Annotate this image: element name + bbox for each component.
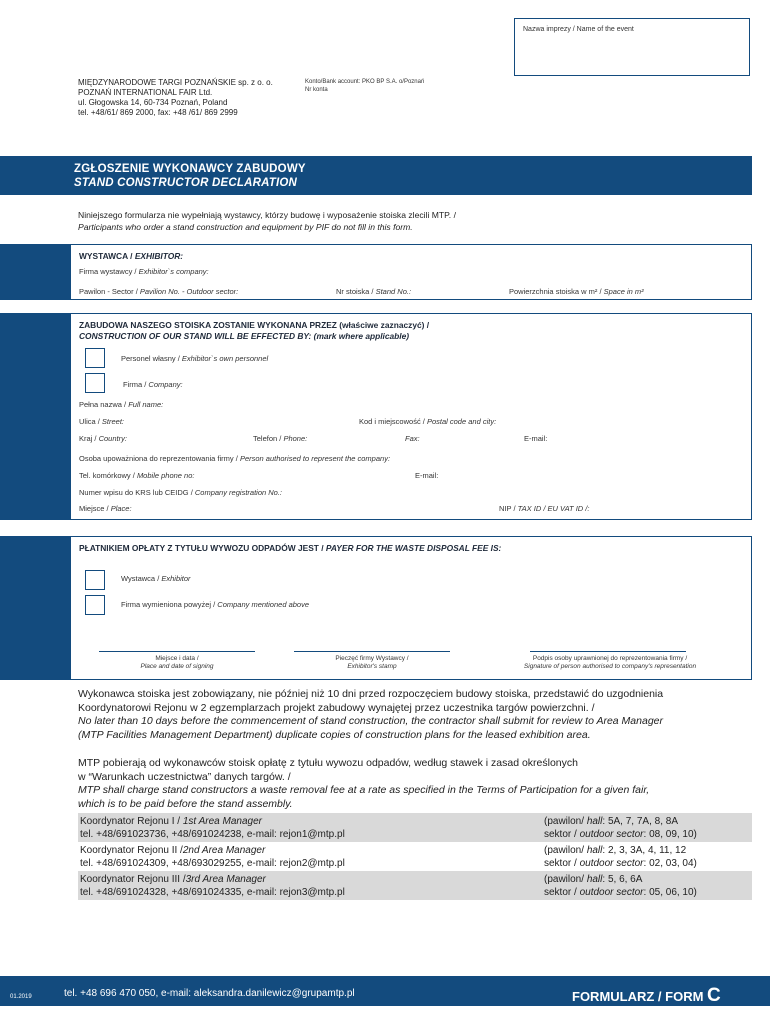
area-label-en: hall: [586, 845, 603, 856]
notice-pl: Niniejszego formularza nie wypełniają wystawcy, którzy budowę i wyposażenie stoiska zlecili MTP. /: [78, 210, 456, 220]
authorised-signature-line[interactable]: [530, 651, 686, 652]
krs-number-field[interactable]: [79, 488, 282, 497]
heading-pl: WYSTAWCA /: [79, 251, 135, 261]
field-label-en: Person authorised to represent the company:: [239, 454, 391, 463]
section-side-bar: [0, 313, 70, 520]
coordinator-name: Koordynator Rejonu I /: [80, 816, 183, 827]
area-label-en: outdoor sector: [579, 858, 644, 869]
caption-pl: Pieczęć firmy Wystawcy /: [335, 655, 409, 662]
field-label: Powierzchnia stoiska w m² /: [509, 287, 604, 296]
heading-pl: PŁATNIKIEM OPŁATY Z TYTUŁU WYWOZU ODPADÓW JEST /: [79, 543, 326, 553]
country-field[interactable]: [79, 434, 127, 443]
heading-en: PAYER FOR THE WASTE DISPOSAL FEE IS:: [325, 543, 502, 553]
area-label-en: hall: [586, 874, 603, 885]
field-label: Pełna nazwa /: [79, 400, 129, 409]
exhibitor-company-field[interactable]: [79, 267, 209, 276]
paragraph-line: w “Warunkach uczestnictwa” danych targów. /: [78, 770, 291, 783]
option-label: Personel własny /: [121, 354, 182, 363]
coordinator-name-en: 2nd Area Manager: [182, 845, 266, 856]
organizer-address: [78, 78, 273, 118]
field-label-en: Phone:: [283, 434, 308, 443]
area-value: : 2, 3, 3A, 4, 11, 12: [602, 845, 687, 856]
phone-field[interactable]: [253, 434, 307, 443]
coordinator-name: Koordynator Rejonu III /: [80, 874, 186, 885]
paragraph-line: Koordynatorowi Rejonu w 2 egzemplarzach projekt zabudowy wynajętej przez uczestnika targów powierzchni. /: [78, 701, 595, 714]
option-label-en: Exhibitor: [161, 574, 191, 583]
stand-number-field[interactable]: [336, 287, 411, 296]
exhibitor-heading: [79, 251, 183, 262]
section-side-bar: [0, 536, 70, 680]
stand-area-field[interactable]: [509, 287, 644, 296]
company-payer-checkbox[interactable]: [85, 595, 105, 615]
footer-date: 01.2019: [10, 994, 32, 1000]
notice-en: Participants who order a stand construction and equipment by PIF do not fill in this form.: [78, 222, 413, 232]
own-personnel-label: [121, 354, 268, 363]
signature-caption: [294, 655, 450, 671]
page-title: [74, 162, 306, 190]
option-label: Wystawca /: [121, 574, 162, 583]
coordinator-name-en: 3rd Area Manager: [185, 874, 266, 885]
paragraph-line-en: which is to be paid before the stand assembly.: [78, 797, 293, 810]
area-label: (pawilon/: [544, 845, 587, 856]
option-label-en: Company:: [148, 380, 183, 389]
field-label: Tel. komórkowy /: [79, 471, 137, 480]
paragraph-line-en: MTP shall charge stand constructors a waste removal fee at a rate as specified in the Terms of Participation for a given fair,: [78, 784, 650, 796]
field-label: Numer wpisu do KRS lub CEIDG /: [79, 488, 195, 497]
area-label: sektor /: [544, 829, 580, 840]
field-label: Firma wystawcy /: [79, 267, 139, 276]
place-date-signature-line[interactable]: [99, 651, 255, 652]
authorised-person-field[interactable]: [79, 454, 390, 463]
exhibitor-payer-checkbox[interactable]: [85, 570, 105, 590]
bank-line: Nr konta: [305, 87, 328, 93]
field-label-en: Company registration No.:: [194, 488, 282, 497]
field-label-en: Full name:: [128, 400, 164, 409]
coordinator-row: [78, 871, 752, 900]
signature-caption: [500, 655, 720, 671]
field-label-en: Exhibitor`s company:: [138, 267, 209, 276]
title-pl: ZGŁOSZENIE WYKONAWCY ZABUDOWY: [74, 163, 306, 175]
field-label: Nr stoiska /: [336, 287, 376, 296]
footer-bar: [0, 976, 770, 1006]
paragraph-line-en: No later than 10 days before the commencement of stand construction, the contractor shall submit for review to Area Manager: [78, 715, 663, 727]
nip-field[interactable]: [499, 504, 589, 513]
authorised-email-field[interactable]: [415, 471, 438, 480]
coordinator-info: [80, 873, 345, 899]
fax-field[interactable]: [405, 434, 420, 443]
area-value: : 5, 6, 6A: [602, 874, 643, 885]
field-label: E-mail:: [524, 434, 548, 443]
area-coordinators: [78, 813, 752, 900]
coordinator-area: [544, 873, 697, 899]
section-side-bar: [0, 244, 70, 300]
deadline-paragraph: [78, 688, 738, 742]
area-label-en: outdoor sector: [579, 829, 644, 840]
heading-en: CONSTRUCTION OF OUR STAND WILL BE EFFECTED BY: (mark where applicable): [79, 331, 410, 341]
field-label: Ulica /: [79, 417, 102, 426]
area-label: (pawilon/: [544, 816, 587, 827]
exhibitor-section: [70, 244, 752, 300]
coordinator-area: [544, 844, 697, 870]
email-field[interactable]: [524, 434, 547, 443]
field-label: Miejsce /: [79, 504, 111, 513]
field-label: Pawilon - Sector /: [79, 287, 140, 296]
coordinator-info: [80, 844, 345, 870]
postal-city-field[interactable]: [359, 417, 496, 426]
area-label-en: outdoor sector: [579, 887, 644, 898]
field-label-en: Fax:: [405, 434, 420, 443]
paragraph-line: MTP pobierają od wykonawców stoisk opłatę z tytułu wywozu odpadów, według stawek i zasad określonych: [78, 757, 578, 769]
field-label: Osoba upoważniona do reprezentowania firmy /: [79, 454, 240, 463]
exhibitor-payer-label: [121, 574, 191, 583]
title-banner: [0, 156, 752, 195]
coordinator-row: [78, 813, 752, 842]
form-letter: C: [707, 985, 721, 1006]
area-label: (pawilon/: [544, 874, 587, 885]
field-label-en: Mobile phone no:: [136, 471, 195, 480]
area-label: sektor /: [544, 887, 580, 898]
form-label: FORMULARZ / FORM: [572, 989, 708, 1004]
option-label-en: Exhibitor`s own personnel: [181, 354, 269, 363]
own-personnel-checkbox[interactable]: [85, 348, 105, 368]
coordinator-contact: tel. +48/691024328, +48/691024335, e-mail: rejon3@mtp.pl: [80, 887, 345, 898]
organizer-line: ul. Głogowska 14, 60-734 Poznań, Poland: [78, 98, 228, 107]
caption-en: Exhibitor's stamp: [347, 663, 397, 670]
title-en: STAND CONSTRUCTOR DECLARATION: [74, 177, 298, 189]
construction-section: [70, 313, 752, 520]
heading-pl: ZABUDOWA NASZEGO STOISKA ZOSTANIE WYKONANA PRZEZ (właściwe zaznaczyć) /: [79, 320, 430, 330]
area-value: : 02, 03, 04): [643, 858, 697, 869]
field-label: E-mail:: [415, 471, 439, 480]
bank-account: [305, 78, 424, 94]
footer-contact: tel. +48 696 470 050, e-mail: aleksandra.danilewicz@grupamtp.pl: [64, 988, 355, 999]
waste-fee-paragraph: [78, 757, 738, 811]
coordinator-contact: tel. +48/691023736, +48/691024238, e-mail: rejon1@mtp.pl: [80, 829, 345, 840]
field-label: Telefon /: [253, 434, 284, 443]
waste-heading: [79, 543, 501, 554]
field-label-en: Postal code and city:: [426, 417, 497, 426]
company-checkbox[interactable]: [85, 373, 105, 393]
caption-pl: Podpis osoby uprawnionej do reprezentowania firmy /: [532, 655, 688, 662]
option-label-en: Company mentioned above: [217, 600, 310, 609]
coordinator-info: [80, 815, 345, 841]
company-payer-label: [121, 600, 309, 609]
organizer-line: tel. +48/61/ 869 2000, fax: +48 /61/ 869 2999: [78, 108, 238, 117]
field-label-en: Street:: [101, 417, 125, 426]
paragraph-line-en: (MTP Facilities Management Department) duplicate copies of construction plans for the leased exhibition area.: [78, 728, 591, 741]
field-label-en: Place:: [110, 504, 132, 513]
organizer-line: MIĘDZYNARODOWE TARGI POZNAŃSKIE sp. z o. o.: [78, 78, 273, 87]
field-label: NIP /: [499, 504, 518, 513]
coordinator-contact: tel. +48/691024309, +48/693029255, e-mail: rejon2@mtp.pl: [80, 858, 345, 869]
company-label: [123, 380, 183, 389]
area-label-en: hall: [586, 816, 603, 827]
form-id: [572, 985, 721, 1007]
area-value: : 05, 06, 10): [643, 887, 697, 898]
pavilion-field[interactable]: [79, 287, 238, 296]
area-label: sektor /: [544, 858, 580, 869]
field-label-en: Pavilion No. - Outdoor sector:: [139, 287, 239, 296]
mobile-phone-field[interactable]: [79, 471, 194, 480]
heading-en: EXHIBITOR:: [134, 251, 184, 261]
field-label-en: Space in m²: [603, 287, 644, 296]
coordinator-name: Koordynator Rejonu II /: [80, 845, 183, 856]
field-label-en: TAX ID / EU VAT ID /:: [517, 504, 590, 513]
area-value: : 08, 09, 10): [643, 829, 697, 840]
notice-text: [78, 209, 456, 233]
field-label: Kod i miejscowość /: [359, 417, 427, 426]
event-name-label: Nazwa imprezy / Name of the event: [523, 26, 634, 33]
area-value: : 5A, 7, 7A, 8, 8A: [602, 816, 678, 827]
organizer-line: POZNAŃ INTERNATIONAL FAIR Ltd.: [78, 88, 213, 97]
stamp-signature-line[interactable]: [294, 651, 450, 652]
field-label: Kraj /: [79, 434, 99, 443]
event-name-field[interactable]: [514, 18, 750, 76]
coordinator-area: [544, 815, 697, 841]
coordinator-name-en: 1st Area Manager: [182, 816, 262, 827]
option-label: Firma /: [123, 380, 149, 389]
field-label-en: Stand No.:: [375, 287, 412, 296]
field-label-en: Country:: [98, 434, 127, 443]
coordinator-row: [78, 842, 752, 871]
paragraph-line: Wykonawca stoiska jest zobowiązany, nie później niż 10 dni przed rozpoczęciem budowy stoiska, przedstawić do uzgodnienia: [78, 688, 664, 700]
option-label: Firma wymieniona powyżej /: [121, 600, 218, 609]
bank-line: Konto/Bank account: PKO BP S.A. o/Poznań: [305, 79, 425, 85]
caption-en: Signature of person authorised to company's representation: [523, 663, 697, 670]
street-field[interactable]: [79, 417, 124, 426]
full-name-field[interactable]: [79, 400, 163, 409]
signature-caption: [99, 655, 255, 671]
caption-pl: Miejsce i data /: [155, 655, 199, 662]
construction-heading: [79, 320, 429, 342]
caption-en: Place and date of signing: [140, 663, 214, 670]
place-field[interactable]: [79, 504, 132, 513]
